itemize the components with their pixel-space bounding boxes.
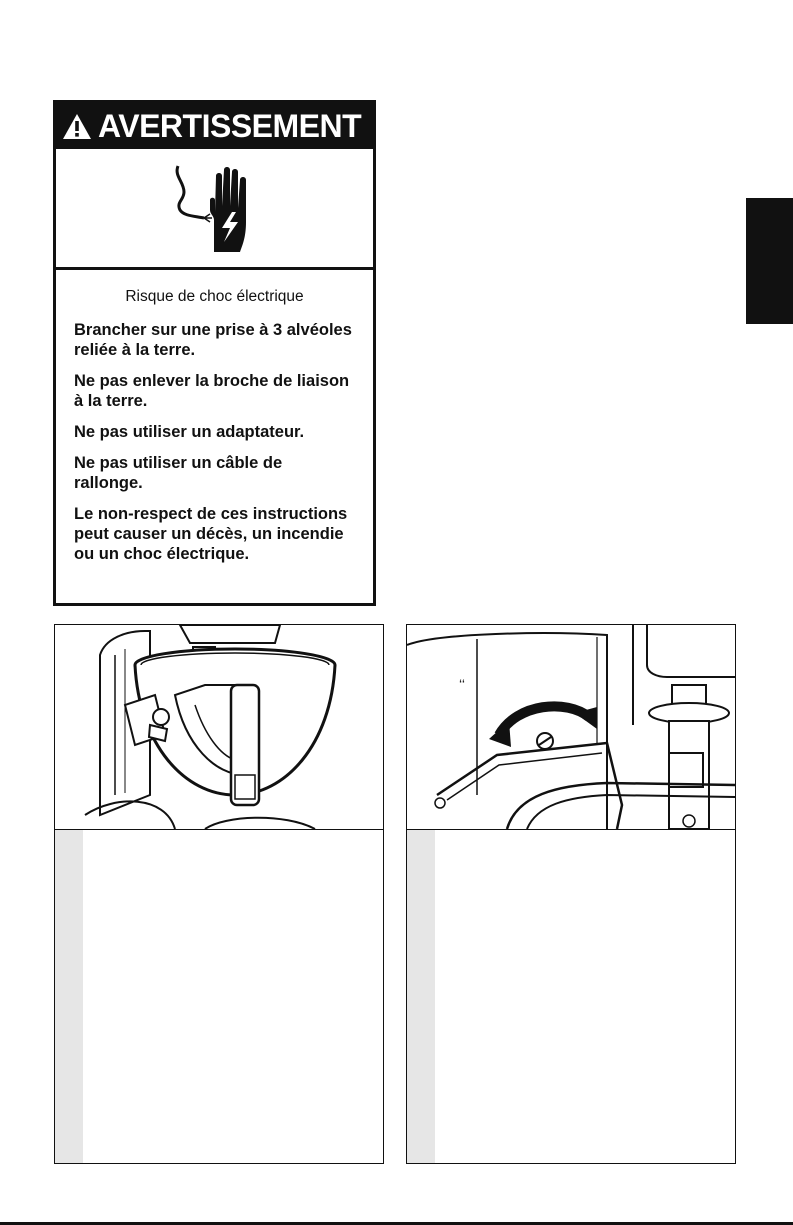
illustration-panel-right — [406, 624, 736, 1164]
warning-box — [53, 100, 376, 606]
instruction-3: Ne pas utiliser un adaptateur. — [74, 423, 305, 441]
warning-title: AVERTISSEMENT — [98, 108, 362, 144]
electric-shock-hand-icon — [170, 162, 260, 254]
text-column — [55, 830, 83, 1163]
tick-marks: ‘‘ — [459, 676, 465, 692]
hazard-symbol-area — [56, 149, 373, 270]
illustration-panel-left — [54, 624, 384, 1164]
mixer-screw-adjustment-icon — [407, 625, 735, 830]
instruction-5: Le non-respect de ces instructions peut causer un décès, un incendie ou un choc électrique. — [74, 505, 348, 563]
text-column — [407, 830, 435, 1163]
hazard-name: Risque de choc électrique — [125, 288, 304, 305]
instruction-4: Ne pas utiliser un câble de rallonge. — [74, 454, 283, 492]
mixer-bowl-lift-icon — [55, 625, 383, 830]
section-tab — [746, 198, 793, 324]
warning-text — [56, 270, 373, 564]
instruction-1: Brancher sur une prise à 3 alvéoles reliée à la terre. — [74, 321, 352, 359]
warning-header — [56, 103, 373, 149]
instruction-2: Ne pas enlever la broche de liaison à la terre. — [74, 372, 350, 410]
warning-triangle-icon — [62, 113, 92, 140]
